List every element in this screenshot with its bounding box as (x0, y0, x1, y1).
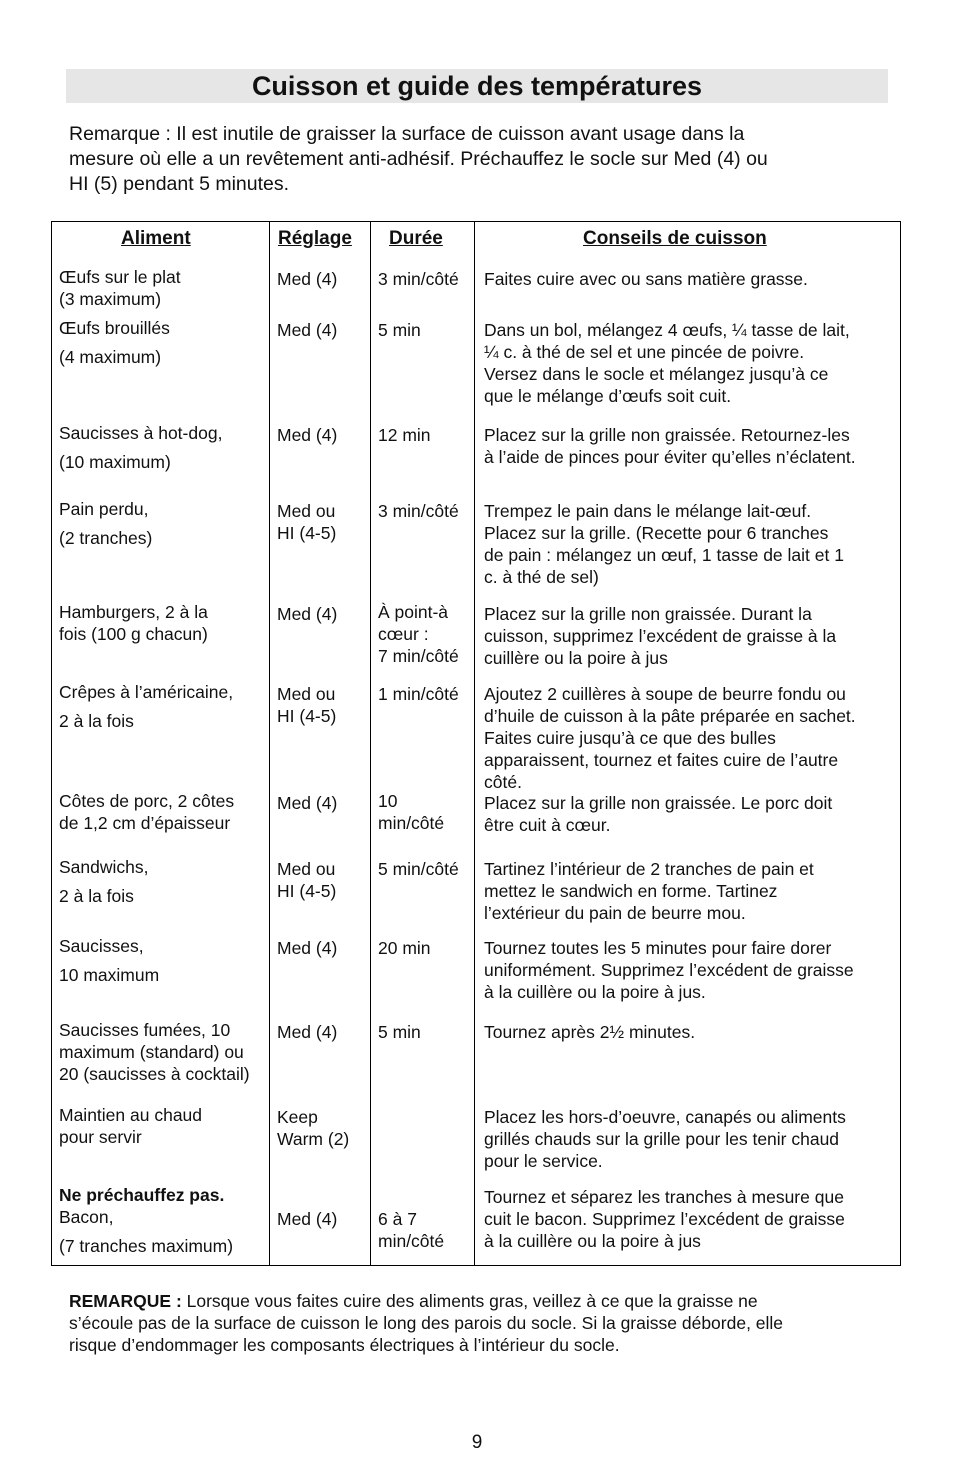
setting-cell (277, 1208, 337, 1230)
setting-cell (277, 858, 336, 902)
time-cell (378, 1208, 444, 1252)
time-cell-line: 6 à 7 (378, 1209, 417, 1229)
food-cell-line: (3 maximum) (59, 289, 162, 309)
food-cell-line: Pain perdu, (59, 499, 149, 519)
time-cell-line: 5 min (378, 1022, 421, 1042)
tips-cell-line: Tournez toutes les 5 minutes pour faire dorer (484, 938, 832, 958)
food-cell-line: pour servir (59, 1127, 142, 1147)
time-cell (378, 601, 459, 667)
time-cell-line: 1 min/côté (378, 684, 459, 704)
tips-cell-line: Faites cuire avec ou sans matière grasse. (484, 269, 808, 289)
food-cell-line: de 1,2 cm d’épaisseur (59, 813, 231, 833)
time-cell-line: cœur : (378, 624, 429, 644)
food-cell (59, 498, 152, 549)
setting-cell-line: Med ou (277, 859, 336, 879)
setting-cell (277, 424, 337, 446)
tips-cell (484, 319, 850, 407)
food-cell-line: (2 tranches) (59, 528, 153, 548)
tips-cell (484, 1186, 845, 1252)
setting-cell (277, 937, 337, 959)
tips-cell (484, 858, 814, 924)
setting-cell (277, 1106, 349, 1150)
header-reglage: Réglage (278, 228, 352, 249)
food-cell-line: Hamburgers, 2 à la (59, 602, 208, 622)
tips-cell-line: de pain : mélangez un œuf, 1 tasse de lait et 1 (484, 545, 844, 565)
tips-cell-line: à la cuillère ou la poire à jus (484, 1231, 701, 1251)
setting-cell-line: Med (4) (277, 269, 338, 289)
food-cell (59, 1184, 233, 1257)
food-cell (59, 422, 222, 473)
setting-cell-line: Med (4) (277, 320, 338, 340)
food-cell (59, 856, 149, 907)
food-cell-line: Crêpes à l’américaine, (59, 682, 234, 702)
tips-cell-line: l’extérieur du pain de beurre mou. (484, 903, 746, 923)
tips-cell-line: cuit le bacon. Supprimez l’excédent de graisse (484, 1209, 845, 1229)
tips-cell-line: Tartinez l’intérieur de 2 tranches de pain et (484, 859, 814, 879)
food-cell (59, 790, 234, 834)
time-cell (378, 1021, 421, 1043)
food-cell-line: maximum (standard) ou (59, 1042, 244, 1062)
footnote-text: risque d’endommager les composants électriques à l’intérieur du socle. (69, 1335, 620, 1355)
food-cell (59, 1104, 202, 1148)
food-warning: Ne préchauffez pas. (59, 1185, 225, 1205)
tips-cell-line: à l’aide de pinces pour éviter qu’elles n’éclatent. (484, 447, 856, 467)
food-cell-line: 10 maximum (59, 965, 160, 985)
food-cell-line: Saucisses à hot-dog, (59, 423, 223, 443)
time-cell (378, 683, 459, 705)
footnote (69, 1290, 889, 1356)
tips-cell-line: que le mélange d’œufs soit cuit. (484, 386, 732, 406)
food-cell-line: Saucisses, (59, 936, 144, 956)
setting-cell-line: Med (4) (277, 604, 338, 624)
time-cell-line: min/côté (378, 813, 445, 833)
column-divider (370, 222, 371, 1265)
title-bar (66, 69, 888, 103)
setting-cell (277, 792, 337, 814)
time-cell (378, 268, 459, 290)
setting-cell-line: Med (4) (277, 425, 338, 445)
setting-cell-line: HI (4-5) (277, 881, 337, 901)
time-cell-line: 7 min/côté (378, 646, 459, 666)
tips-cell-line: à la cuillère ou la poire à jus. (484, 982, 706, 1002)
food-cell (59, 681, 233, 732)
food-cell-line: Œufs sur le plat (59, 267, 181, 287)
time-cell-line: 20 min (378, 938, 431, 958)
setting-cell (277, 500, 336, 544)
time-cell (378, 937, 431, 959)
food-cell-line: Sandwichs, (59, 857, 149, 877)
tips-cell-line: Faites cuire jusqu’à ce que des bulles (484, 728, 776, 748)
tips-cell-line: côté. (484, 772, 522, 792)
tips-cell (484, 500, 844, 588)
food-cell (59, 601, 208, 645)
setting-cell-line: Med (4) (277, 1209, 338, 1229)
setting-cell-line: Med ou (277, 501, 336, 521)
setting-cell-line: HI (4-5) (277, 523, 337, 543)
food-cell-line: Saucisses fumées, 10 (59, 1020, 231, 1040)
time-cell (378, 790, 444, 834)
setting-cell (277, 603, 337, 625)
intro-line: Remarque : Il est inutile de graisser la surface de cuisson avant usage dans la (69, 123, 745, 145)
tips-cell (484, 937, 854, 1003)
tips-cell-line: Ajoutez 2 cuillères à soupe de beurre fondu ou (484, 684, 846, 704)
time-cell (378, 319, 421, 341)
setting-cell-line: Med (4) (277, 938, 338, 958)
time-cell-line: 10 (378, 791, 398, 811)
food-cell-line: Œufs brouillés (59, 318, 170, 338)
tips-cell-line: apparaissent, tournez et faites cuire de l’autre (484, 750, 839, 770)
food-cell-line: (7 tranches maximum) (59, 1236, 234, 1256)
setting-cell (277, 319, 337, 341)
food-cell (59, 1019, 250, 1085)
setting-cell-line: HI (4-5) (277, 706, 337, 726)
intro-line: HI (5) pendant 5 minutes. (69, 173, 290, 195)
tips-cell-line: c. à thé de sel) (484, 567, 599, 587)
cooking-table (51, 221, 901, 1266)
food-cell (59, 317, 170, 368)
food-cell-line: (10 maximum) (59, 452, 171, 472)
tips-cell (484, 603, 836, 669)
time-cell-line: 3 min/côté (378, 501, 459, 521)
time-cell-line: À point-à (378, 602, 449, 622)
tips-cell-line: cuillère ou la poire à jus (484, 648, 668, 668)
setting-cell (277, 268, 337, 290)
tips-cell-line: Tournez après 2½ minutes. (484, 1022, 696, 1042)
tips-cell-line: d’huile de cuisson à la pâte préparée en sachet. (484, 706, 856, 726)
tips-cell-line: Placez les hors-d’oeuvre, canapés ou aliments (484, 1107, 846, 1127)
header-duree: Durée (389, 228, 443, 249)
tips-cell-line: cuisson, supprimez l’excédent de graisse à la (484, 626, 837, 646)
column-divider (474, 222, 475, 1265)
time-cell-line: 5 min/côté (378, 859, 459, 879)
header-aliment: Aliment (121, 228, 191, 249)
time-cell-line: 12 min (378, 425, 431, 445)
tips-cell-line: ¼ c. à thé de sel et une pincée de poivre. (484, 342, 805, 362)
tips-cell-line: Versez dans le socle et mélangez jusqu’à ce (484, 364, 829, 384)
column-divider (269, 222, 270, 1265)
tips-cell-line: Placez sur la grille non graissée. Retournez-les (484, 425, 850, 445)
food-cell (59, 935, 159, 986)
intro-line: mesure où elle a un revêtement anti-adhésif. Préchauffez le socle sur Med (4) ou (69, 148, 768, 170)
page-title: Cuisson et guide des températures (251, 71, 703, 101)
tips-cell-line: Trempez le pain dans le mélange lait-œuf. (484, 501, 812, 521)
header-conseils: Conseils de cuisson (583, 228, 767, 249)
food-cell-line: 20 (saucisses à cocktail) (59, 1064, 250, 1084)
time-cell-line: min/côté (378, 1231, 445, 1251)
tips-cell-line: uniformément. Supprimez l’excédent de graisse (484, 960, 854, 980)
tips-cell (484, 792, 832, 836)
tips-cell-line: être cuit à cœur. (484, 815, 611, 835)
food-cell-line: Bacon, (59, 1207, 114, 1227)
page-number: 9 (471, 1432, 483, 1453)
tips-cell-line: Placez sur la grille. (Recette pour 6 tranches (484, 523, 829, 543)
tips-cell (484, 683, 856, 793)
tips-cell-line: Placez sur la grille non graissée. Le porc doit (484, 793, 833, 813)
tips-cell (484, 1106, 846, 1172)
tips-cell-line: mettez le sandwich en forme. Tartinez (484, 881, 778, 901)
food-cell-line: 2 à la fois (59, 886, 134, 906)
tips-cell (484, 1021, 695, 1043)
footnote-text: Lorsque vous faites cuire des aliments gras, veillez à ce que la graisse ne (181, 1291, 758, 1311)
setting-cell-line: Keep (277, 1107, 318, 1127)
footnote-label: REMARQUE : (69, 1291, 182, 1311)
food-cell-line: 2 à la fois (59, 711, 134, 731)
time-cell-line: 3 min/côté (378, 269, 459, 289)
time-cell (378, 858, 459, 880)
setting-cell-line: Med (4) (277, 793, 338, 813)
tips-cell-line: Dans un bol, mélangez 4 œufs, ¼ tasse de lait, (484, 320, 850, 340)
food-cell-line: (4 maximum) (59, 347, 162, 367)
setting-cell (277, 683, 336, 727)
setting-cell (277, 1021, 337, 1043)
food-cell-line: fois (100 g chacun) (59, 624, 208, 644)
food-cell (59, 266, 181, 310)
tips-cell-line: Placez sur la grille non graissée. Durant la (484, 604, 812, 624)
time-cell (378, 500, 459, 522)
time-cell-line: 5 min (378, 320, 421, 340)
tips-cell (484, 268, 808, 290)
tips-cell-line: pour le service. (484, 1151, 603, 1171)
setting-cell-line: Med (4) (277, 1022, 338, 1042)
tips-cell-line: Tournez et séparez les tranches à mesure que (484, 1187, 844, 1207)
time-cell (378, 424, 431, 446)
food-cell-line: Maintien au chaud (59, 1105, 203, 1125)
food-cell-line: Côtes de porc, 2 côtes (59, 791, 235, 811)
footnote-text: s’écoule pas de la surface de cuisson le long des parois du socle. Si la graisse déborde, elle (69, 1313, 784, 1333)
tips-cell (484, 424, 856, 468)
setting-cell-line: Med ou (277, 684, 336, 704)
setting-cell-line: Warm (2) (277, 1129, 350, 1149)
intro-paragraph (69, 122, 879, 197)
tips-cell-line: grillés chauds sur la grille pour les tenir chaud (484, 1129, 840, 1149)
